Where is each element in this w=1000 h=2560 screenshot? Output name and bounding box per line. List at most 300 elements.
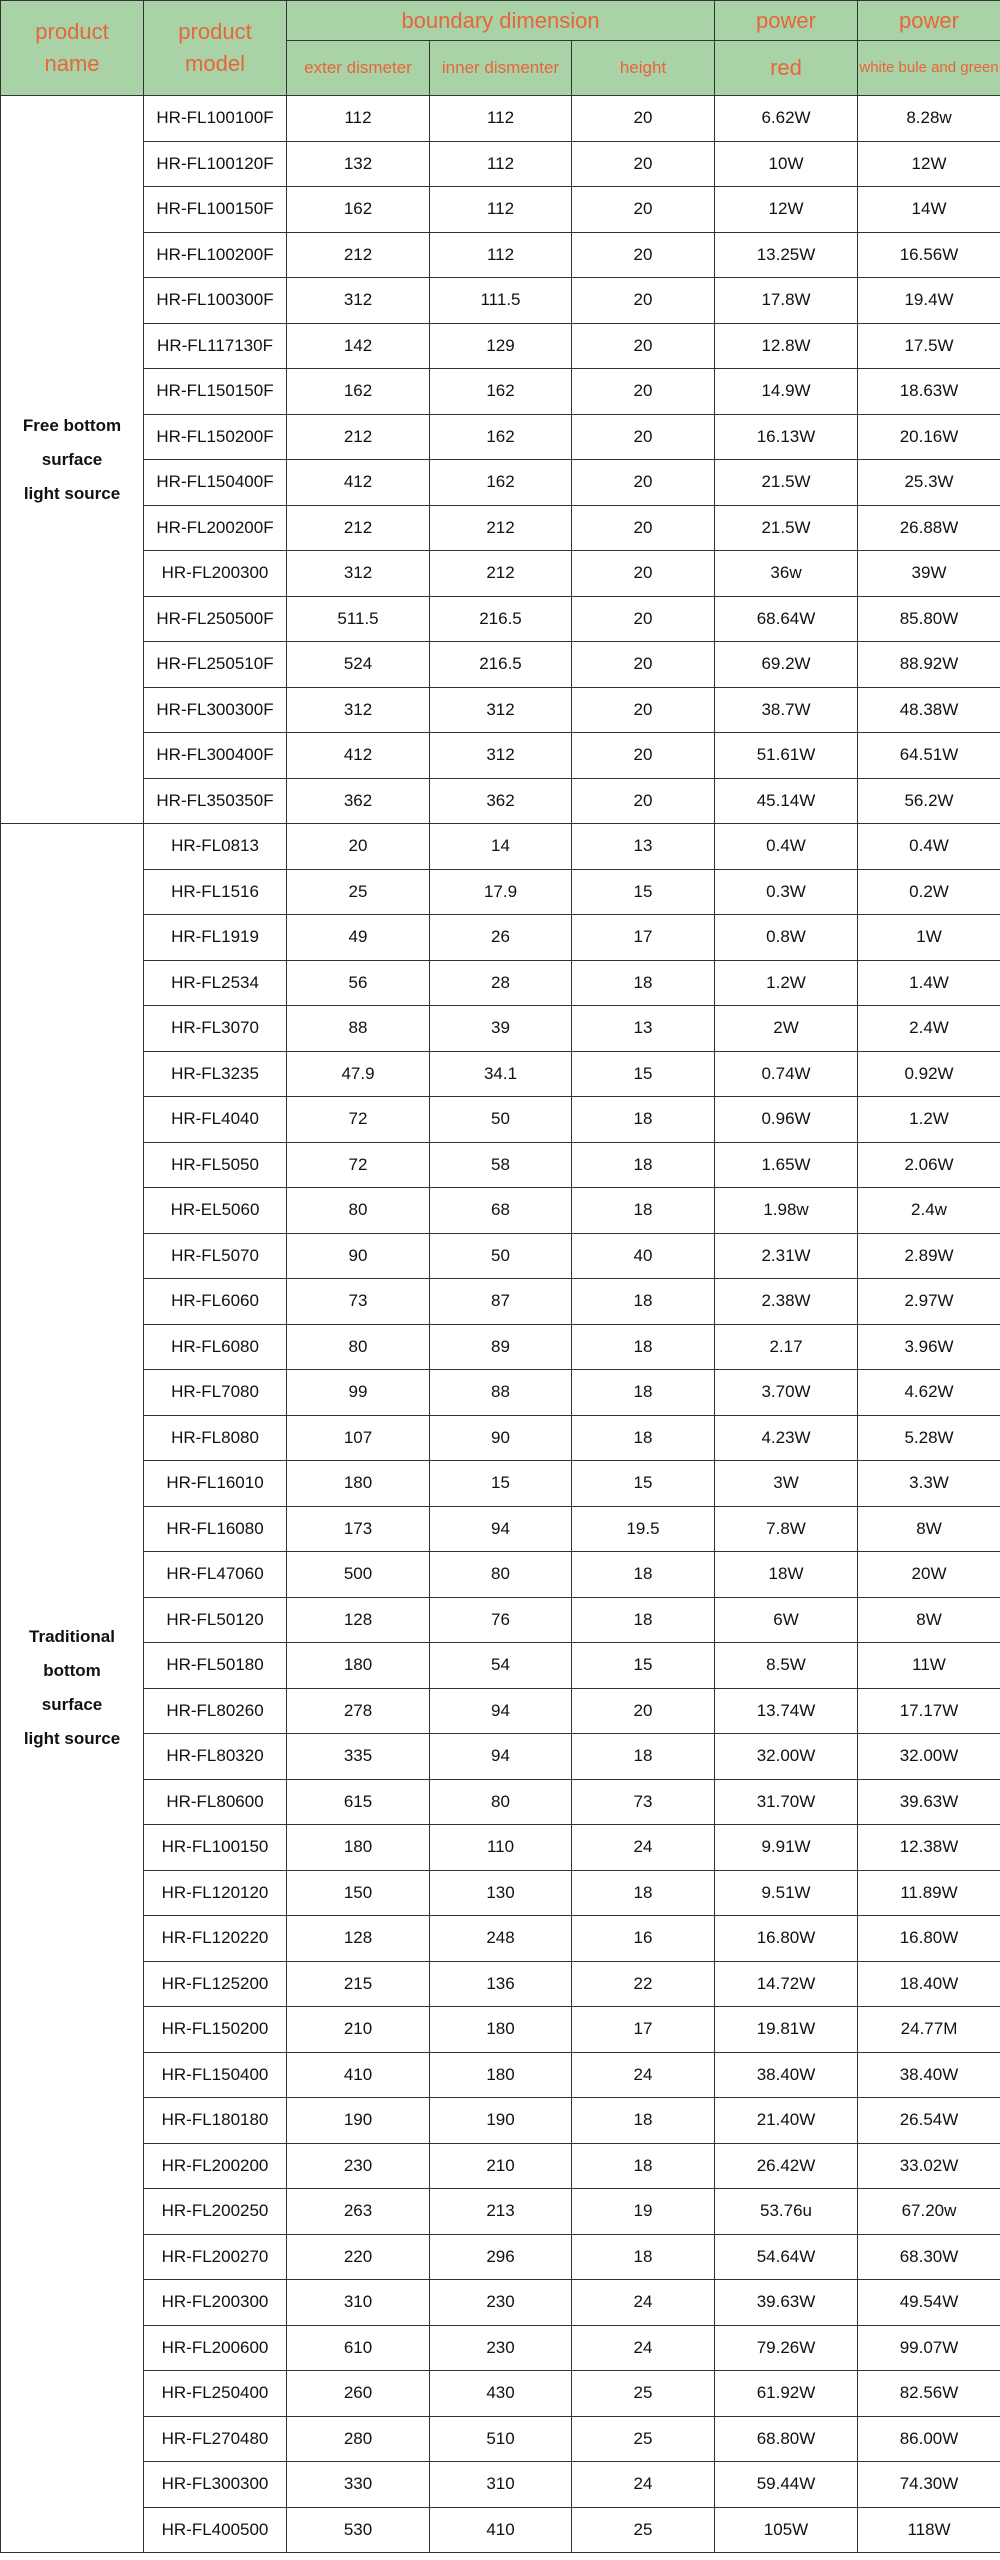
table-row	[1, 1006, 1000, 1052]
cell-inner-diameter: 110	[430, 1825, 572, 1871]
cell-product-model: HR-FL250400	[144, 2371, 287, 2417]
cell-height: 15	[572, 1643, 715, 1689]
cell-product-model: HR-FL150150F	[144, 369, 287, 415]
cell-product-model: HR-FL150200	[144, 2007, 287, 2053]
cell-inner-diameter: 39	[430, 1006, 572, 1052]
table-row	[1, 1916, 1000, 1962]
cell-height: 15	[572, 869, 715, 915]
cell-power-red: 6W	[715, 1597, 858, 1643]
table-row	[1, 1324, 1000, 1370]
cell-inner-diameter: 130	[430, 1870, 572, 1916]
cell-power-white-blue-green: 56.2W	[858, 778, 1000, 824]
cell-product-model: HR-FL4040	[144, 1097, 287, 1143]
cell-power-red: 38.7W	[715, 687, 858, 733]
table-row	[1, 596, 1000, 642]
cell-height: 15	[572, 1461, 715, 1507]
cell-exter-diameter: 72	[287, 1142, 430, 1188]
cell-height: 20	[572, 96, 715, 142]
cell-inner-diameter: 17.9	[430, 869, 572, 915]
cell-power-red: 105W	[715, 2507, 858, 2553]
cell-inner-diameter: 111.5	[430, 278, 572, 324]
cell-exter-diameter: 220	[287, 2234, 430, 2280]
cell-height: 13	[572, 1006, 715, 1052]
cell-exter-diameter: 524	[287, 642, 430, 688]
table-row	[1, 1825, 1000, 1871]
cell-power-red: 53.76u	[715, 2189, 858, 2235]
cell-inner-diameter: 28	[430, 960, 572, 1006]
cell-power-white-blue-green: 14W	[858, 187, 1000, 233]
product-group-name: Free bottom surface light source	[1, 96, 144, 824]
table-row	[1, 2234, 1000, 2280]
cell-height: 18	[572, 1142, 715, 1188]
cell-exter-diameter: 180	[287, 1825, 430, 1871]
cell-height: 20	[572, 369, 715, 415]
cell-power-red: 16.80W	[715, 1916, 858, 1962]
table-row	[1, 2143, 1000, 2189]
cell-power-red: 68.64W	[715, 596, 858, 642]
cell-power-red: 79.26W	[715, 2325, 858, 2371]
cell-power-white-blue-green: 26.88W	[858, 505, 1000, 551]
cell-exter-diameter: 72	[287, 1097, 430, 1143]
table-row	[1, 960, 1000, 1006]
cell-power-white-blue-green: 88.92W	[858, 642, 1000, 688]
cell-power-red: 13.25W	[715, 232, 858, 278]
cell-exter-diameter: 128	[287, 1916, 430, 1962]
cell-inner-diameter: 312	[430, 733, 572, 779]
cell-power-white-blue-green: 19.4W	[858, 278, 1000, 324]
cell-power-white-blue-green: 118W	[858, 2507, 1000, 2553]
cell-exter-diameter: 610	[287, 2325, 430, 2371]
cell-height: 25	[572, 2371, 715, 2417]
table-row	[1, 232, 1000, 278]
cell-product-model: HR-FL200300	[144, 2280, 287, 2326]
cell-product-model: HR-FL0813	[144, 824, 287, 870]
cell-inner-diameter: 54	[430, 1643, 572, 1689]
table-row	[1, 733, 1000, 779]
cell-inner-diameter: 312	[430, 687, 572, 733]
cell-inner-diameter: 50	[430, 1233, 572, 1279]
cell-power-white-blue-green: 18.63W	[858, 369, 1000, 415]
cell-exter-diameter: 20	[287, 824, 430, 870]
header-power-red-group: power	[715, 1, 858, 41]
cell-power-white-blue-green: 0.4W	[858, 824, 1000, 870]
cell-product-model: HR-FL150200F	[144, 414, 287, 460]
cell-power-red: 2W	[715, 1006, 858, 1052]
cell-exter-diameter: 412	[287, 733, 430, 779]
cell-exter-diameter: 212	[287, 232, 430, 278]
cell-power-red: 39.63W	[715, 2280, 858, 2326]
cell-exter-diameter: 150	[287, 1870, 430, 1916]
cell-height: 20	[572, 460, 715, 506]
cell-product-model: HR-FL120120	[144, 1870, 287, 1916]
cell-power-white-blue-green: 82.56W	[858, 2371, 1000, 2417]
cell-height: 20	[572, 505, 715, 551]
table-row	[1, 2189, 1000, 2235]
table-row	[1, 1415, 1000, 1461]
cell-height: 13	[572, 824, 715, 870]
cell-product-model: HR-FL117130F	[144, 323, 287, 369]
cell-inner-diameter: 180	[430, 2052, 572, 2098]
cell-power-white-blue-green: 39W	[858, 551, 1000, 597]
cell-exter-diameter: 410	[287, 2052, 430, 2098]
cell-height: 20	[572, 551, 715, 597]
cell-power-white-blue-green: 1W	[858, 915, 1000, 961]
cell-power-red: 16.13W	[715, 414, 858, 460]
cell-power-white-blue-green: 25.3W	[858, 460, 1000, 506]
cell-inner-diameter: 230	[430, 2325, 572, 2371]
cell-power-white-blue-green: 0.92W	[858, 1051, 1000, 1097]
table-row	[1, 1188, 1000, 1234]
cell-height: 24	[572, 2280, 715, 2326]
cell-exter-diameter: 230	[287, 2143, 430, 2189]
cell-height: 19.5	[572, 1506, 715, 1552]
table-row	[1, 1734, 1000, 1780]
cell-height: 18	[572, 2234, 715, 2280]
cell-power-white-blue-green: 2.4W	[858, 1006, 1000, 1052]
cell-power-red: 8.5W	[715, 1643, 858, 1689]
cell-power-red: 21.5W	[715, 505, 858, 551]
cell-power-red: 61.92W	[715, 2371, 858, 2417]
cell-power-white-blue-green: 18.40W	[858, 1961, 1000, 2007]
cell-power-white-blue-green: 67.20w	[858, 2189, 1000, 2235]
header-boundary-dimension: boundary dimension	[287, 1, 715, 41]
header-red: red	[715, 41, 858, 96]
cell-height: 20	[572, 596, 715, 642]
table-row	[1, 1097, 1000, 1143]
cell-power-red: 13.74W	[715, 1688, 858, 1734]
cell-inner-diameter: 212	[430, 505, 572, 551]
cell-inner-diameter: 50	[430, 1097, 572, 1143]
cell-inner-diameter: 430	[430, 2371, 572, 2417]
cell-inner-diameter: 76	[430, 1597, 572, 1643]
table-row	[1, 2325, 1000, 2371]
cell-power-white-blue-green: 48.38W	[858, 687, 1000, 733]
table-row	[1, 1051, 1000, 1097]
cell-height: 18	[572, 1279, 715, 1325]
cell-product-model: HR-FL80260	[144, 1688, 287, 1734]
cell-product-model: HR-FL100100F	[144, 96, 287, 142]
cell-power-white-blue-green: 20.16W	[858, 414, 1000, 460]
cell-product-model: HR-FL47060	[144, 1552, 287, 1598]
table-row	[1, 141, 1000, 187]
cell-product-model: HR-FL100300F	[144, 278, 287, 324]
cell-height: 20	[572, 1688, 715, 1734]
cell-product-model: HR-FL350350F	[144, 778, 287, 824]
cell-power-red: 10W	[715, 141, 858, 187]
cell-exter-diameter: 263	[287, 2189, 430, 2235]
cell-inner-diameter: 94	[430, 1734, 572, 1780]
table-row	[1, 2371, 1000, 2417]
cell-power-red: 19.81W	[715, 2007, 858, 2053]
product-group-name: Traditional bottom surface light source	[1, 824, 144, 2553]
table-row	[1, 2007, 1000, 2053]
cell-inner-diameter: 112	[430, 141, 572, 187]
cell-product-model: HR-FL100150	[144, 1825, 287, 1871]
cell-inner-diameter: 26	[430, 915, 572, 961]
cell-height: 17	[572, 2007, 715, 2053]
cell-power-red: 45.14W	[715, 778, 858, 824]
cell-power-red: 17.8W	[715, 278, 858, 324]
table-row	[1, 1779, 1000, 1825]
table-row	[1, 1597, 1000, 1643]
cell-inner-diameter: 162	[430, 369, 572, 415]
cell-height: 18	[572, 2098, 715, 2144]
cell-inner-diameter: 94	[430, 1688, 572, 1734]
cell-power-white-blue-green: 85.80W	[858, 596, 1000, 642]
header-white-blue-green: white bule and green	[858, 41, 1000, 96]
cell-power-red: 69.2W	[715, 642, 858, 688]
cell-power-white-blue-green: 64.51W	[858, 733, 1000, 779]
cell-exter-diameter: 212	[287, 414, 430, 460]
cell-product-model: HR-FL400500	[144, 2507, 287, 2553]
table-row	[1, 915, 1000, 961]
cell-power-red: 6.62W	[715, 96, 858, 142]
cell-inner-diameter: 180	[430, 2007, 572, 2053]
cell-power-white-blue-green: 2.97W	[858, 1279, 1000, 1325]
cell-power-white-blue-green: 17.17W	[858, 1688, 1000, 1734]
cell-height: 20	[572, 687, 715, 733]
cell-power-red: 14.72W	[715, 1961, 858, 2007]
cell-exter-diameter: 25	[287, 869, 430, 915]
cell-inner-diameter: 14	[430, 824, 572, 870]
table-row	[1, 96, 1000, 142]
cell-power-red: 59.44W	[715, 2462, 858, 2508]
cell-power-white-blue-green: 1.2W	[858, 1097, 1000, 1143]
cell-exter-diameter: 180	[287, 1461, 430, 1507]
cell-power-red: 7.8W	[715, 1506, 858, 1552]
cell-exter-diameter: 511.5	[287, 596, 430, 642]
cell-height: 18	[572, 1597, 715, 1643]
table-row	[1, 551, 1000, 597]
cell-inner-diameter: 88	[430, 1370, 572, 1416]
cell-power-red: 3W	[715, 1461, 858, 1507]
cell-power-white-blue-green: 2.89W	[858, 1233, 1000, 1279]
cell-power-white-blue-green: 11.89W	[858, 1870, 1000, 1916]
cell-power-white-blue-green: 12W	[858, 141, 1000, 187]
cell-power-white-blue-green: 2.4w	[858, 1188, 1000, 1234]
cell-power-red: 9.51W	[715, 1870, 858, 1916]
cell-exter-diameter: 210	[287, 2007, 430, 2053]
cell-power-red: 21.40W	[715, 2098, 858, 2144]
table-row	[1, 505, 1000, 551]
table-row	[1, 778, 1000, 824]
header-product-name: product name	[1, 1, 144, 96]
table-row	[1, 1506, 1000, 1552]
cell-power-red: 51.61W	[715, 733, 858, 779]
cell-height: 20	[572, 232, 715, 278]
cell-power-white-blue-green: 38.40W	[858, 2052, 1000, 2098]
table-row	[1, 1870, 1000, 1916]
cell-exter-diameter: 215	[287, 1961, 430, 2007]
cell-exter-diameter: 278	[287, 1688, 430, 1734]
table-row	[1, 824, 1000, 870]
cell-product-model: HR-FL250510F	[144, 642, 287, 688]
cell-power-red: 36w	[715, 551, 858, 597]
table-row	[1, 187, 1000, 233]
cell-product-model: HR-EL5060	[144, 1188, 287, 1234]
cell-inner-diameter: 94	[430, 1506, 572, 1552]
cell-height: 24	[572, 1825, 715, 1871]
cell-power-white-blue-green: 0.2W	[858, 869, 1000, 915]
cell-inner-diameter: 210	[430, 2143, 572, 2189]
cell-height: 24	[572, 2325, 715, 2371]
cell-exter-diameter: 142	[287, 323, 430, 369]
table-row	[1, 323, 1000, 369]
cell-power-white-blue-green: 26.54W	[858, 2098, 1000, 2144]
cell-product-model: HR-FL150400F	[144, 460, 287, 506]
table-row	[1, 1279, 1000, 1325]
table-row	[1, 869, 1000, 915]
cell-height: 20	[572, 278, 715, 324]
cell-exter-diameter: 80	[287, 1188, 430, 1234]
cell-power-white-blue-green: 8W	[858, 1597, 1000, 1643]
cell-inner-diameter: 89	[430, 1324, 572, 1370]
cell-height: 40	[572, 1233, 715, 1279]
cell-product-model: HR-FL125200	[144, 1961, 287, 2007]
cell-height: 25	[572, 2416, 715, 2462]
cell-power-white-blue-green: 74.30W	[858, 2462, 1000, 2508]
cell-power-white-blue-green: 39.63W	[858, 1779, 1000, 1825]
cell-product-model: HR-FL16010	[144, 1461, 287, 1507]
cell-product-model: HR-FL50120	[144, 1597, 287, 1643]
cell-inner-diameter: 410	[430, 2507, 572, 2553]
cell-height: 18	[572, 960, 715, 1006]
cell-power-red: 3.70W	[715, 1370, 858, 1416]
cell-product-model: HR-FL5070	[144, 1233, 287, 1279]
cell-inner-diameter: 112	[430, 232, 572, 278]
cell-height: 18	[572, 1324, 715, 1370]
cell-power-white-blue-green: 99.07W	[858, 2325, 1000, 2371]
cell-exter-diameter: 112	[287, 96, 430, 142]
cell-product-model: HR-FL250500F	[144, 596, 287, 642]
cell-power-red: 0.4W	[715, 824, 858, 870]
cell-power-red: 0.8W	[715, 915, 858, 961]
cell-inner-diameter: 248	[430, 1916, 572, 1962]
cell-power-white-blue-green: 1.4W	[858, 960, 1000, 1006]
table-row	[1, 2507, 1000, 2553]
cell-inner-diameter: 510	[430, 2416, 572, 2462]
cell-exter-diameter: 260	[287, 2371, 430, 2417]
cell-height: 18	[572, 1188, 715, 1234]
cell-exter-diameter: 412	[287, 460, 430, 506]
cell-product-model: HR-FL6060	[144, 1279, 287, 1325]
table-row	[1, 1643, 1000, 1689]
cell-power-white-blue-green: 5.28W	[858, 1415, 1000, 1461]
cell-product-model: HR-FL100150F	[144, 187, 287, 233]
cell-inner-diameter: 212	[430, 551, 572, 597]
cell-exter-diameter: 128	[287, 1597, 430, 1643]
cell-height: 18	[572, 1097, 715, 1143]
cell-exter-diameter: 80	[287, 1324, 430, 1370]
cell-power-red: 2.17	[715, 1324, 858, 1370]
cell-exter-diameter: 335	[287, 1734, 430, 1780]
cell-height: 18	[572, 1552, 715, 1598]
cell-product-model: HR-FL1516	[144, 869, 287, 915]
cell-inner-diameter: 68	[430, 1188, 572, 1234]
cell-height: 20	[572, 642, 715, 688]
cell-power-white-blue-green: 17.5W	[858, 323, 1000, 369]
cell-product-model: HR-FL7080	[144, 1370, 287, 1416]
cell-power-red: 4.23W	[715, 1415, 858, 1461]
cell-height: 20	[572, 187, 715, 233]
cell-product-model: HR-FL200250	[144, 2189, 287, 2235]
cell-power-white-blue-green: 2.06W	[858, 1142, 1000, 1188]
cell-product-model: HR-FL200270	[144, 2234, 287, 2280]
cell-product-model: HR-FL80320	[144, 1734, 287, 1780]
cell-inner-diameter: 129	[430, 323, 572, 369]
header-exter-diameter: exter dismeter	[287, 41, 430, 96]
cell-exter-diameter: 88	[287, 1006, 430, 1052]
cell-product-model: HR-FL270480	[144, 2416, 287, 2462]
cell-power-red: 14.9W	[715, 369, 858, 415]
cell-power-red: 12W	[715, 187, 858, 233]
table-row	[1, 369, 1000, 415]
cell-power-white-blue-green: 16.80W	[858, 1916, 1000, 1962]
cell-inner-diameter: 90	[430, 1415, 572, 1461]
table-body	[1, 96, 1000, 2553]
cell-product-model: HR-FL200300	[144, 551, 287, 597]
cell-inner-diameter: 162	[430, 460, 572, 506]
cell-inner-diameter: 34.1	[430, 1051, 572, 1097]
cell-product-model: HR-FL200600	[144, 2325, 287, 2371]
cell-product-model: HR-FL180180	[144, 2098, 287, 2144]
cell-power-red: 31.70W	[715, 1779, 858, 1825]
cell-power-white-blue-green: 12.38W	[858, 1825, 1000, 1871]
header-product-model: product model	[144, 1, 287, 96]
cell-inner-diameter: 80	[430, 1552, 572, 1598]
cell-power-red: 12.8W	[715, 323, 858, 369]
cell-height: 18	[572, 1734, 715, 1780]
cell-height: 19	[572, 2189, 715, 2235]
cell-height: 20	[572, 414, 715, 460]
cell-power-white-blue-green: 20W	[858, 1552, 1000, 1598]
cell-power-white-blue-green: 3.96W	[858, 1324, 1000, 1370]
cell-product-model: HR-FL6080	[144, 1324, 287, 1370]
cell-product-model: HR-FL120220	[144, 1916, 287, 1962]
cell-height: 18	[572, 1370, 715, 1416]
cell-product-model: HR-FL5050	[144, 1142, 287, 1188]
cell-power-white-blue-green: 68.30W	[858, 2234, 1000, 2280]
table-row	[1, 1461, 1000, 1507]
cell-exter-diameter: 212	[287, 505, 430, 551]
cell-power-red: 26.42W	[715, 2143, 858, 2189]
cell-product-model: HR-FL200200	[144, 2143, 287, 2189]
cell-power-red: 21.5W	[715, 460, 858, 506]
cell-power-red: 1.65W	[715, 1142, 858, 1188]
cell-exter-diameter: 310	[287, 2280, 430, 2326]
cell-exter-diameter: 312	[287, 687, 430, 733]
cell-product-model: HR-FL50180	[144, 1643, 287, 1689]
cell-power-red: 0.3W	[715, 869, 858, 915]
cell-inner-diameter: 230	[430, 2280, 572, 2326]
cell-inner-diameter: 362	[430, 778, 572, 824]
cell-power-white-blue-green: 32.00W	[858, 1734, 1000, 1780]
cell-height: 18	[572, 1870, 715, 1916]
cell-product-model: HR-FL1919	[144, 915, 287, 961]
cell-product-model: HR-FL100200F	[144, 232, 287, 278]
cell-exter-diameter: 362	[287, 778, 430, 824]
cell-product-model: HR-FL8080	[144, 1415, 287, 1461]
table-row	[1, 460, 1000, 506]
cell-power-white-blue-green: 49.54W	[858, 2280, 1000, 2326]
cell-product-model: HR-FL3070	[144, 1006, 287, 1052]
cell-height: 17	[572, 915, 715, 961]
cell-inner-diameter: 216.5	[430, 642, 572, 688]
cell-product-model: HR-FL100120F	[144, 141, 287, 187]
table-row	[1, 2052, 1000, 2098]
cell-exter-diameter: 312	[287, 278, 430, 324]
cell-power-white-blue-green: 33.02W	[858, 2143, 1000, 2189]
